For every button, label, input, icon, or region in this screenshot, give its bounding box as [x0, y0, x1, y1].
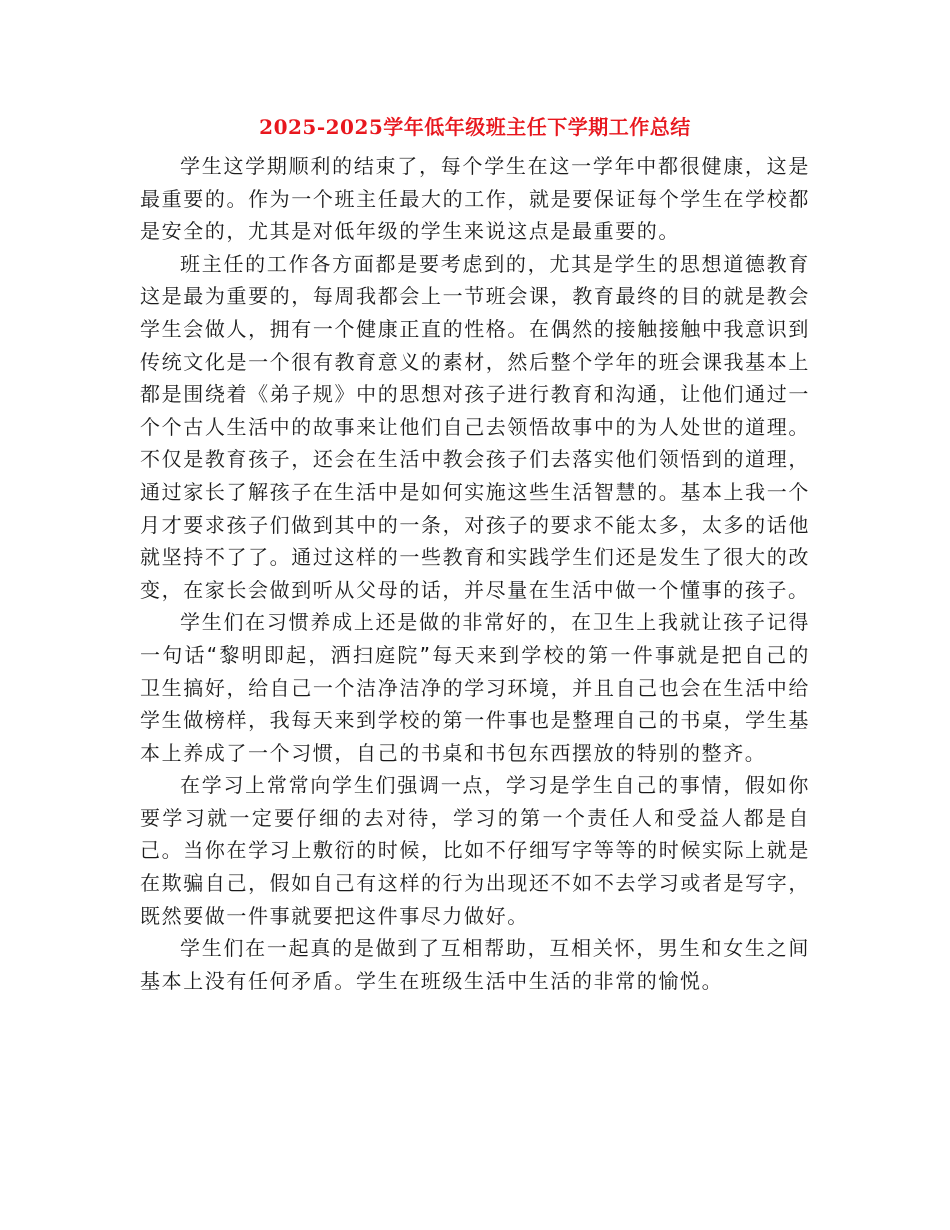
paragraph-4: 在学习上常常向学生们强调一点，学习是学生自己的事情，假如你要学习就一定要仔细的去对待，学习的第一个责任人和受益人都是自己。当你在学习上敷衍的时候，比如不仔细写字等等的时候实际上就是在欺骗自己，假如自己有这样的行为出现还不如不去学习或者是写字，既然要做一件事就要把这件事尽力做好。 [140, 773, 810, 928]
paragraph-5: 学生们在一起真的是做到了互相帮助，互相关怀，男生和女生之间基本上没有任何矛盾。学生在班级生活中生活的非常的愉悦。 [140, 936, 810, 993]
paragraph-3: 学生们在习惯养成上还是做的非常好的，在卫生上我就让孩子记得一句话“黎明即起，洒扫庭院”每天来到学校的第一件事就是把自己的卫生搞好，给自己一个洁净洁净的学习环境，并且自己也会在生活中给学生做榜样，我每天来到学校的第一件事也是整理自己的书桌，学生基本上养成了一个习惯，自己的书桌和书包东西摆放的特别的整齐。 [140, 610, 810, 765]
document-body [140, 150, 810, 997]
paragraph-1: 学生这学期顺利的结束了，每个学生在这一学年中都很健康，这是最重要的。作为一个班主任最大的工作，就是要保证每个学生在学校都是安全的，尤其是对低年级的学生来说这点是最重要的。 [140, 154, 810, 244]
document-title: 2025-2025学年低年级班主任下学期工作总结 [259, 115, 691, 139]
paragraph-2: 班主任的工作各方面都是要考虑到的，尤其是学生的思想道德教育这是最为重要的，每周我都会上一节班会课，教育最终的目的就是教会学生会做人，拥有一个健康正直的性格。在偶然的接触接触中我意识到传统文化是一个很有教育意义的素材，然后整个学年的班会课我基本上都是围绕着《弟子规》中的思想对孩子进行教育和沟通，让他们通过一个个古人生活中的故事来让他们自己去领悟故事中的为人处世的道理。不仅是教育孩子，还会在生活中教会孩子们去落实他们领悟到的道理，通过家长了解孩子在生活中是如何实施这些生活智慧的。基本上我一个月才要求孩子们做到其中的一条，对孩子的要求不能太多，太多的话他就坚持不了了。通过这样的一些教育和实践学生们还是发生了很大的改变，在家长会做到听从父母的话，并尽量在生活中做一个懂事的孩子。 [140, 251, 810, 602]
